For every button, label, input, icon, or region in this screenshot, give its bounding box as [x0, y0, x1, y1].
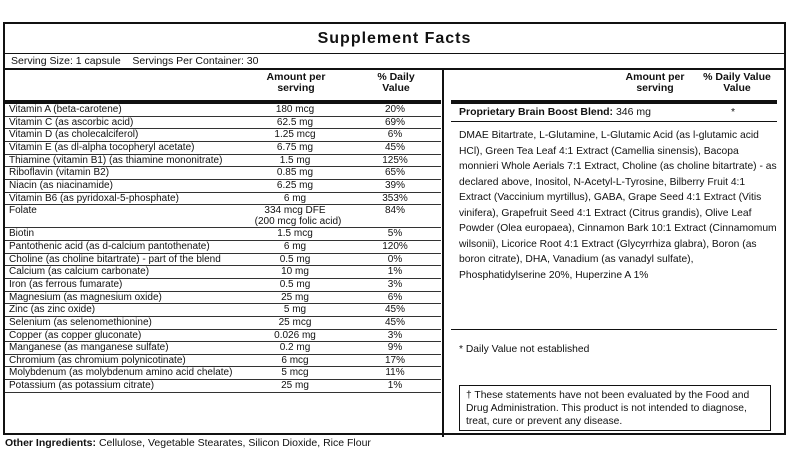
table-row: [5, 241, 441, 254]
nutrient-dv: 11%: [385, 367, 405, 379]
serving-size: Serving Size: 1 capsule: [11, 55, 121, 67]
ingredients-divider: [451, 329, 777, 330]
nutrient-amount: 6 mcg: [281, 354, 309, 366]
nutrient-dv: 65%: [384, 167, 405, 179]
nutrient-dv: 353%: [382, 192, 408, 204]
nutrient-name: Vitamin D (as cholecalciferol): [9, 129, 139, 141]
nutrient-dv: 45%: [384, 304, 405, 316]
supplement-facts-panel: [3, 22, 786, 435]
nutrient-dv: 45%: [384, 316, 405, 328]
nutrient-name: Magnesium (as magnesium oxide): [9, 291, 162, 303]
other-ingredients-label: Other Ingredients:: [5, 437, 97, 449]
nutrient-amount: 6.75 mg: [276, 141, 314, 153]
nutrient-amount: 25 mg: [281, 291, 309, 303]
other-ingredients: [5, 437, 371, 449]
blend-ingredients: DMAE Bitartrate, L-Glutamine, L-Glutamic Acid (as l-glutamic acid HCl), Green Tea Leaf 4:1 Extract (Camellia sinensis), Bacopa monnieri Whole Aerials 7:1 Extract, Choline (as choline bitartrate) - as declared above, Inositol, N-Acetyl-L-Tyrosine, Bilberry Fruit 4:1 Extract (Vaccinium myrtillus), GABA, Grape Seed 4:1 Extract (Vitis vinifera), Grapefruit Seed 4:1 Extract (Citrus grandis), Olive Leaf Powder (Olea europaea), Cinnamon Bark 10:1 Extract (Cinnamomum wilsonii), Licorice Root 4:1 Extract (Glycyrrhiza glabra), Boron (as boron citrate), DHA, Vanadium (as vanadyl sulfate), Phosphatidylserine 20%, Huperzine A 1%: [459, 130, 777, 281]
nutrient-amount: 0.5 mg: [279, 278, 311, 290]
nutrient-amount: 6 mg: [283, 192, 307, 204]
table-row: [5, 155, 441, 168]
nutrient-name: Potassium (as potassium citrate): [9, 380, 155, 392]
nutrient-name: Niacin (as niacinamide): [9, 179, 113, 191]
nutrient-name: Iron (as ferrous fumarate): [9, 278, 123, 290]
nutrient-amount: 25 mcg: [278, 316, 312, 328]
nutrient-name: Choline (as choline bitartrate) - part of the blend: [9, 253, 221, 265]
nutrient-name: Chromium (as chromium polynicotinate): [9, 354, 186, 366]
nutrient-dv: 5%: [387, 228, 403, 240]
table-row: [5, 304, 441, 317]
nutrient-dv: 6%: [387, 291, 403, 303]
table-row: [5, 142, 441, 155]
nutrient-amount: 62.5 mg: [276, 116, 314, 128]
nutrient-amount: 180 mcg: [275, 104, 315, 115]
nutrient-name: Pantothenic acid (as d-calcium pantothenate): [9, 240, 210, 252]
table-row: [5, 117, 441, 130]
nutrient-amount: 6 mg: [283, 240, 307, 252]
nutrient-dv: 6%: [387, 129, 403, 141]
nutrient-dv: 3%: [387, 278, 403, 290]
serving-info: [11, 55, 258, 67]
nutrient-amount: 1.5 mg: [279, 154, 311, 166]
table-row: [5, 205, 441, 228]
table-row: [5, 367, 441, 380]
nutrient-amount-detail: (200 mcg folic acid): [254, 216, 342, 228]
nutrient-dv: 125%: [382, 154, 408, 166]
nutrient-amount: 0.5 mg: [279, 253, 311, 265]
nutrient-name: Vitamin B6 (as pyridoxal-5-phosphate): [9, 192, 179, 204]
table-row: [5, 104, 441, 117]
dv-note: * Daily Value not established: [459, 344, 590, 355]
nutrient-name: Thiamine (vitamin B1) (as thiamine mononitrate): [9, 154, 223, 166]
table-row: [5, 254, 441, 267]
nutrient-amount: 0.026 mg: [274, 329, 316, 341]
nutrient-rows: [5, 104, 441, 393]
nutrient-dv: 3%: [387, 329, 403, 341]
nutrient-name: Vitamin A (beta-carotene): [9, 104, 122, 115]
table-row: [5, 317, 441, 330]
nutrient-dv: 1%: [387, 380, 403, 392]
table-row: [5, 279, 441, 292]
table-row: [5, 228, 441, 241]
table-row: [5, 342, 441, 355]
blend-amount-header: Amount per serving: [625, 71, 685, 94]
table-row: [5, 266, 441, 279]
nutrient-amount: 10 mg: [281, 266, 309, 278]
blend-dv: *: [731, 106, 736, 118]
nutrient-amount: 1.25 mcg: [274, 129, 316, 141]
nutrient-name: Manganese (as manganese sulfate): [9, 342, 169, 354]
amount-header: Amount per serving: [266, 71, 326, 94]
nutrient-dv: 20%: [384, 104, 405, 115]
table-row: [5, 330, 441, 343]
other-ingredients-text: Cellulose, Vegetable Stearates, Silicon Dioxide, Rice Flour: [98, 437, 371, 449]
fda-disclaimer: † These statements have not been evaluated by the Food and Drug Administration. This product is not intended to diagnose, treat, cure or prevent any disease.: [459, 385, 771, 431]
nutrient-dv: 69%: [384, 116, 405, 128]
nutrient-name: Calcium (as calcium carbonate): [9, 266, 150, 278]
nutrient-name: Vitamin E (as dl-alpha tocopheryl acetate): [9, 141, 195, 153]
nutrient-dv: 120%: [382, 240, 408, 252]
nutrient-name: Folate: [9, 205, 37, 217]
nutrient-dv: 39%: [384, 179, 405, 191]
serving-divider: [5, 68, 784, 70]
nutrient-amount: 5 mg: [283, 304, 307, 316]
blend-label: Proprietary Brain Boost Blend:: [459, 106, 614, 118]
nutrient-name: Zinc (as zinc oxide): [9, 304, 96, 316]
blend-amount: 346 mg: [615, 106, 651, 118]
nutrient-dv: 84%: [384, 205, 405, 217]
table-row: [5, 193, 441, 206]
title-divider: [5, 53, 784, 54]
table-row: [5, 380, 441, 393]
blend-dv-header: % Daily Value Value: [703, 71, 771, 94]
nutrient-name: Copper (as copper gluconate): [9, 329, 142, 341]
table-row: [5, 355, 441, 368]
table-row: [5, 292, 441, 305]
blend-header-divider: [451, 100, 777, 104]
nutrient-dv: 9%: [387, 342, 403, 354]
nutrient-dv: 1%: [387, 266, 403, 278]
nutrient-dv: 45%: [384, 141, 405, 153]
nutrient-name: Vitamin C (as ascorbic acid): [9, 116, 134, 128]
nutrient-dv: 17%: [384, 354, 405, 366]
nutrient-name: Selenium (as selenomethionine): [9, 316, 152, 328]
nutrient-amount: 0.2 mg: [279, 342, 311, 354]
nutrient-name: Riboflavin (vitamin B2): [9, 167, 110, 179]
nutrient-amount: 0.85 mg: [276, 167, 314, 179]
nutrient-name: Biotin: [9, 228, 35, 240]
servings-per-container: Servings Per Container: 30: [132, 55, 259, 67]
blend-divider: [451, 121, 777, 122]
table-row: [5, 129, 441, 142]
nutrient-dv: 0%: [387, 253, 403, 265]
nutrient-amount: 25 mg: [281, 380, 309, 392]
nutrient-amount: 5 mcg: [281, 367, 309, 379]
nutrient-amount: 6.25 mg: [276, 179, 314, 191]
nutrient-amount: 334 mcg DFE: [264, 205, 326, 217]
nutrient-name: Molybdenum (as molybdenum amino acid chelate): [9, 367, 233, 379]
column-divider: [442, 70, 444, 437]
table-row: [5, 167, 441, 180]
table-row: [5, 180, 441, 193]
nutrient-amount: 1.5 mcg: [277, 228, 313, 240]
dv-header: % Daily Value: [377, 71, 415, 94]
panel-title: Supplement Facts: [317, 30, 472, 47]
